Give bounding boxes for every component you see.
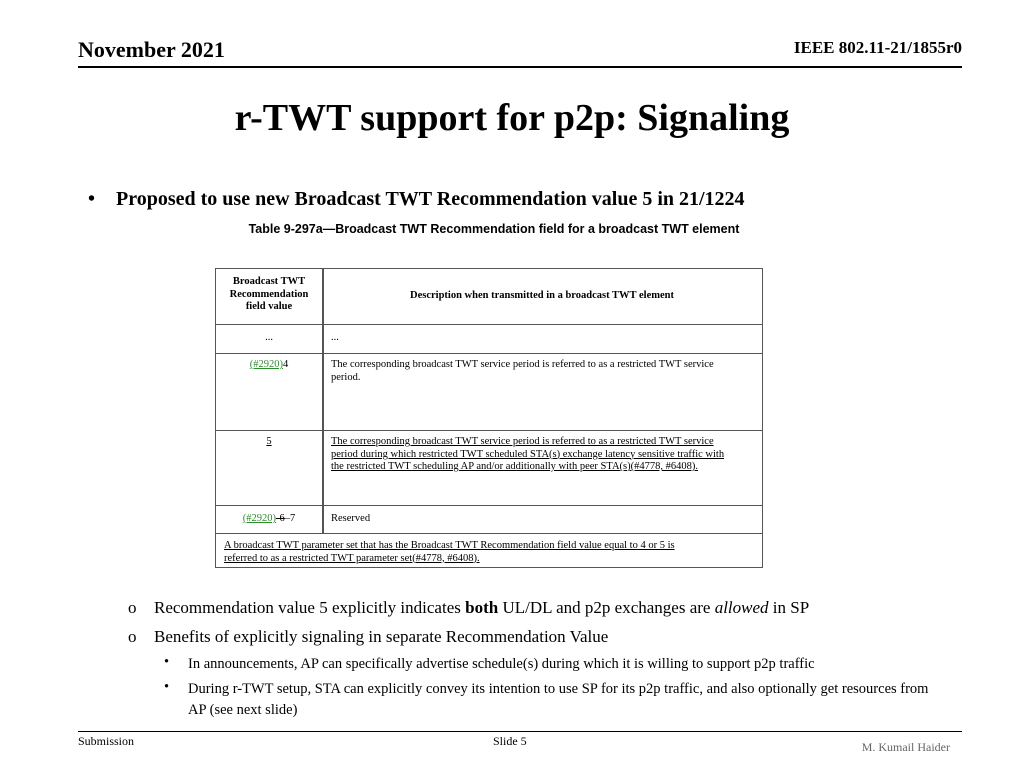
cell-value: 5: [266, 436, 272, 447]
detail-bullet-text: During r-TWT setup, STA can explicitly convey its intention to use SP for its p2p traffic, and also optionally get resources from AP (see next slide): [188, 681, 929, 718]
note-line: referred to as a restricted TWT parameter set(#4778, #6408).: [224, 552, 480, 564]
table-note: [224, 540, 752, 565]
col2-header: Description when transmitted in a broadcast TWT element: [410, 290, 674, 301]
main-bullet-text: Proposed to use new Broadcast TWT Recommendation value 5 in 21/1224: [116, 188, 745, 210]
table-header-row: [216, 269, 762, 325]
cell-value: ...: [265, 332, 273, 343]
table-row: [216, 505, 762, 534]
table-row: [216, 353, 762, 431]
note-line: A broadcast TWT parameter set that has the Broadcast TWT Recommendation field value equal to 4 or 5 is: [224, 540, 675, 551]
bullet-marker: o: [128, 598, 137, 617]
change-tag: (#2920): [242, 513, 276, 524]
slide-title: r-TWT support for p2p: Signaling: [234, 97, 790, 139]
text-run: UL/DL and p2p exchanges are: [498, 598, 715, 617]
header-doc-id: IEEE 802.11-21/1855r0: [793, 38, 962, 57]
table-row: [216, 324, 762, 354]
footer-submission: Submission: [78, 734, 135, 748]
table-caption: Table 9-297a—Broadcast TWT Recommendation field for a broadcast TWT element: [248, 222, 740, 236]
footer-divider: [78, 731, 962, 732]
emphasis-bold: both: [465, 598, 499, 617]
sub-bullet-text: [154, 598, 809, 618]
emphasis-italic: allowed: [714, 598, 769, 617]
cell-desc: ...: [331, 332, 339, 343]
recommendation-table: [215, 268, 763, 568]
value-text: 4: [283, 359, 289, 370]
cell-value: [216, 513, 322, 524]
bullet-marker: •: [164, 654, 170, 670]
deleted-text: -6: [276, 513, 285, 524]
desc-line: period.: [331, 371, 361, 383]
cell-desc: [331, 436, 748, 474]
col1-header-line: Broadcast TWT: [232, 276, 306, 287]
column-divider: [322, 269, 324, 533]
footer-slide-number: Slide 5: [493, 734, 527, 748]
desc-line: period during which restricted TWT scheduled STA(s) exchange latency sensitive traffic with: [331, 448, 725, 460]
header-date: November 2021: [78, 37, 225, 62]
text-run: Recommendation value 5 explicitly indicates: [154, 598, 466, 617]
desc-line: the restricted TWT scheduling AP and/or additionally with peer STA(s)(#4778, #6408).: [331, 461, 698, 472]
table-row: [216, 430, 762, 506]
col1-header-line: field value: [245, 301, 293, 312]
bullet-marker: •: [88, 188, 96, 210]
col1-header: [216, 276, 322, 314]
change-tag: (#2920): [249, 359, 283, 370]
value-text: –7: [284, 513, 296, 524]
detail-bullet-text: In announcements, AP can specifically advertise schedule(s) during which it is willing to support p2p traffic: [188, 656, 815, 672]
cell-desc: [331, 359, 748, 384]
desc-line: The corresponding broadcast TWT service period is referred to as a restricted TWT service: [331, 359, 714, 370]
header-divider: [78, 66, 962, 68]
sub-bullet-text: Benefits of explicitly signaling in separate Recommendation Value: [154, 627, 609, 646]
bullet-marker: •: [164, 679, 170, 695]
text-run: in SP: [768, 598, 810, 617]
col1-header-line: Recommendation: [229, 288, 309, 300]
desc-line: The corresponding broadcast TWT service period is referred to as a restricted TWT service: [331, 436, 714, 447]
cell-desc: Reserved: [331, 513, 371, 524]
footer-author: M. Kumail Haider: [861, 740, 950, 754]
bullet-marker: o: [128, 627, 137, 646]
cell-value: [216, 359, 322, 370]
